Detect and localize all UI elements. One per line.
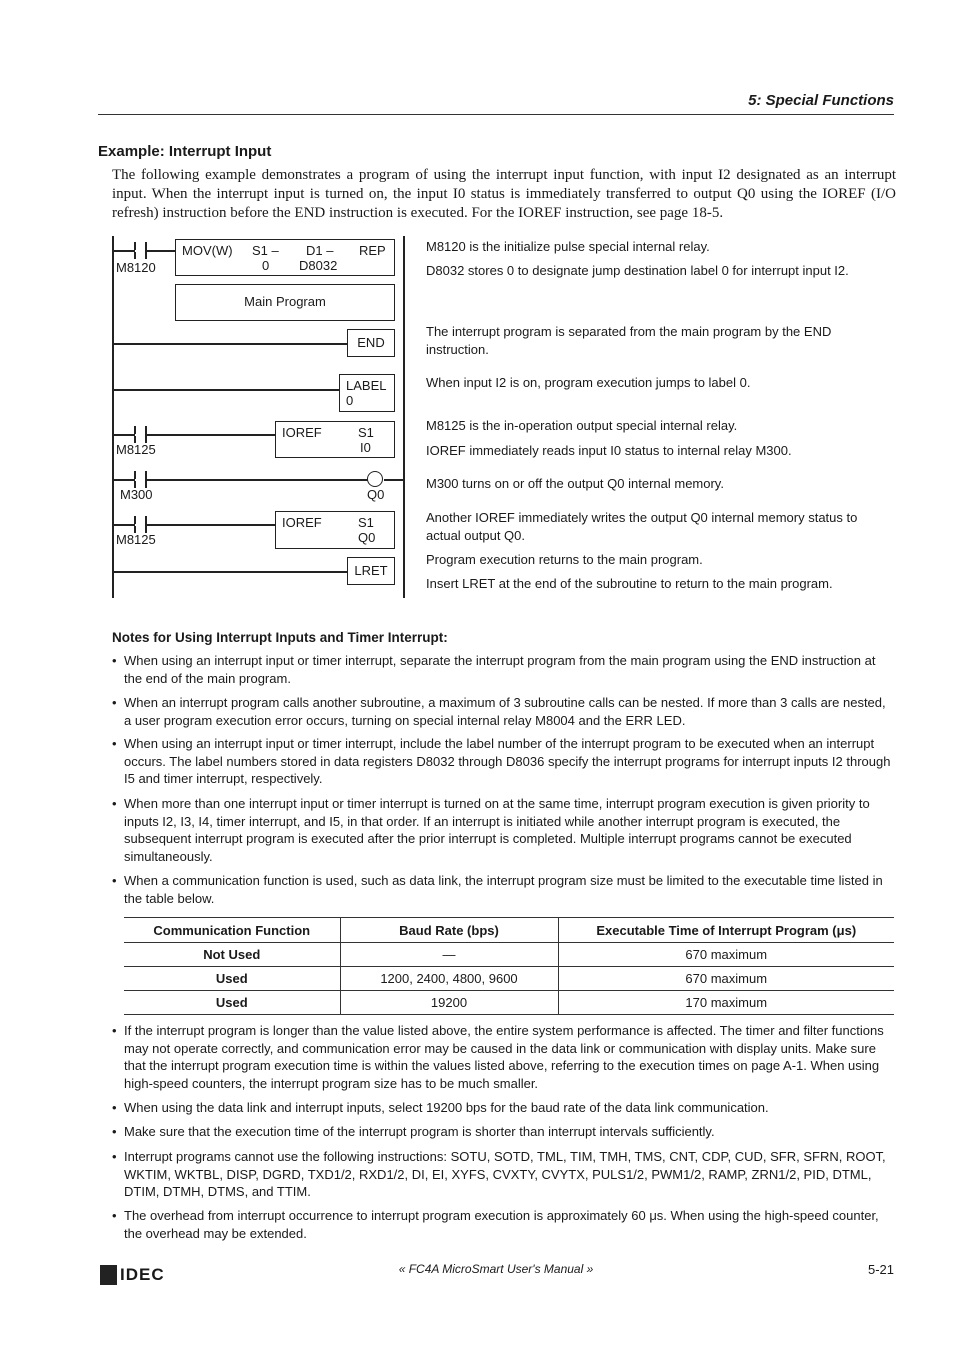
ioref2-s1: S1 <box>358 515 374 530</box>
ioref1-op: IOREF <box>282 425 322 440</box>
main-program-label: Main Program <box>244 294 326 309</box>
label-instruction-box <box>339 374 395 412</box>
notes-title: Notes for Using Interrupt Inputs and Timer Interrupt: <box>112 630 448 645</box>
lret-label: LRET <box>354 563 388 578</box>
header-rule <box>98 114 894 115</box>
table-row <box>124 943 894 967</box>
bullet: • <box>112 1023 117 1038</box>
output-coil-icon <box>367 471 383 487</box>
mov-op: MOV(W) <box>182 243 233 258</box>
lret-rung-wire <box>112 571 348 573</box>
label-rung-wire <box>112 389 340 391</box>
note-text: Interrupt programs cannot use the following instructions: SOTU, SOTD, TML, TIM, TMH, TMS, CNT, CDP, CUD, SFR, SFRN, ROOT, WKTIM, WKTBL, DISP, DGRD, TXD1/2, RXD1/2, DI, EI, XYFS, CVXTY, CVYTX, PULS1/2, PWM1/2, RAMP, ZRN1/2, PID, DTML, DTIM, DTMH, DTMS, and TTIM. <box>124 1149 886 1199</box>
ioref2-value: Q0 <box>358 530 376 545</box>
bullet: • <box>112 796 117 811</box>
desc-label: When input I2 is on, program execution jumps to label 0. <box>426 375 751 390</box>
table-cell: — <box>340 943 558 967</box>
table-cell: 19200 <box>340 991 558 1015</box>
table-cell: 170 maximum <box>558 991 894 1015</box>
footer-manual-title: « FC4A MicroSmart User's Manual » <box>398 1262 594 1276</box>
note-item <box>112 735 894 788</box>
desc-ioref2: Another IOREF immediately writes the output Q0 internal memory status to actual output Q0. <box>426 510 858 543</box>
coil-rung-wire-right <box>384 479 404 481</box>
bullet: • <box>112 1100 117 1115</box>
table-cell: 670 maximum <box>558 967 894 991</box>
table-cell: 670 maximum <box>558 943 894 967</box>
label-op: LABEL <box>346 378 387 393</box>
main-program-box <box>175 284 395 321</box>
mov-instruction-box <box>175 239 395 276</box>
table-cell: 1200, 2400, 4800, 9600 <box>340 967 558 991</box>
contact-m8120-right <box>145 242 147 259</box>
logo-text: IDEC <box>120 1265 165 1284</box>
mov-d1-value: D8032 <box>299 258 338 273</box>
ioref2-instruction-box <box>275 511 395 549</box>
right-power-rail <box>403 236 405 598</box>
bullet: • <box>112 736 117 751</box>
bullet: • <box>112 653 117 668</box>
table-row <box>124 967 894 991</box>
ioref1-s1: S1 <box>358 425 374 440</box>
table-cell: Not Used <box>124 943 340 967</box>
contact-gap <box>135 434 145 436</box>
mov-d1: D1 – <box>306 243 334 258</box>
contact-gap <box>135 479 145 481</box>
desc-lret: Insert LRET at the end of the subroutine to return to the main program. <box>426 576 833 591</box>
note-item <box>112 1022 894 1092</box>
contact-gap <box>135 250 145 252</box>
end-label: END <box>357 335 385 350</box>
coil-q0-label: Q0 <box>367 487 385 502</box>
note-item <box>112 694 894 729</box>
note-text: When more than one interrupt input or timer interrupt is turned on at the same time, interrupt program execution is given priority to inputs I2, I3, I4, timer interrupt, and I5, in that order. If an interrupt is initiated while another interrupt program is executed, the subsequent interrupt program is executed after the prior interrupt is completed. Multiple interrupt programs cannot be executed simultaneously. <box>124 796 870 864</box>
table-header: Executable Time of Interrupt Program (μs) <box>558 918 894 943</box>
table-header-row <box>124 918 894 943</box>
contact-m300-label: M300 <box>120 487 153 502</box>
desc-m8120: M8120 is the initialize pulse special internal relay. <box>426 239 710 254</box>
running-header: 5: Special Functions <box>748 92 894 109</box>
note-text: When using an interrupt input or timer interrupt, include the label number of the interrupt program to be executed when an interrupt occurs. The label numbers stored in data registers D8032 through D8036 specify the interrupt programs for interrupt inputs I2 through I5 and timer interrupt, respectively. <box>124 736 891 786</box>
note-item <box>112 1148 894 1201</box>
note-text: When a communication function is used, such as data link, the interrupt program size must be limited to the executable time listed in the table below. <box>124 873 883 906</box>
table-cell: Used <box>124 991 340 1015</box>
note-item <box>112 652 894 687</box>
note-item <box>112 795 894 865</box>
ioref1-value: I0 <box>360 440 371 455</box>
intro-paragraph: The following example demonstrates a program of using the interrupt input function, with input I2 designated as an interrupt input. When the interrupt input is turned on, the input I0 status is immediately transferred to output Q0 using the IOREF (I/O refresh) instruction before the END instruction is executed. For the IOREF instruction, see page 18-5. <box>112 167 896 221</box>
mov-rep: REP <box>359 243 386 258</box>
section-title: Example: Interrupt Input <box>98 143 272 160</box>
mov-s1: S1 – <box>252 243 279 258</box>
table-cell: Used <box>124 967 340 991</box>
contact-m8125a-right <box>145 426 147 443</box>
desc-ioref1: IOREF immediately reads input I0 status to internal relay M300. <box>426 443 792 458</box>
table-header: Baud Rate (bps) <box>340 918 558 943</box>
note-item <box>112 1123 894 1141</box>
table-header: Communication Function <box>124 918 340 943</box>
note-item <box>112 1207 894 1242</box>
bullet: • <box>112 1208 117 1223</box>
bullet: • <box>112 695 117 710</box>
note-text: Make sure that the execution time of the interrupt program is shorter than interrupt intervals sufficiently. <box>124 1124 715 1139</box>
contact-m300-right <box>145 471 147 488</box>
contact-m8120-label: M8120 <box>116 260 156 275</box>
bullet: • <box>112 1124 117 1139</box>
coil-rung-wire <box>112 479 368 481</box>
desc-end: The interrupt program is separated from the main program by the END instruction. <box>426 324 832 357</box>
contact-m8125a-label: M8125 <box>116 442 156 457</box>
desc-d8032: D8032 stores 0 to designate jump destination label 0 for interrupt input I2. <box>426 263 849 278</box>
table-row <box>124 991 894 1015</box>
note-text: If the interrupt program is longer than the value listed above, the entire system performance is affected. The timer and filter functions may not operate correctly, and communication error may be caused in the data link or communication with display units. Make sure that the interrupt program execution time is within the values listed above, referring to the execution times on page A-1. When using high-speed counters, the interrupt program size has to be much smaller. <box>124 1023 884 1091</box>
lret-instruction-box <box>347 557 395 585</box>
left-power-rail <box>112 236 114 598</box>
end-rung-wire <box>112 343 348 345</box>
page-number: 5-21 <box>867 1262 894 1277</box>
desc-m300: M300 turns on or off the output Q0 internal memory. <box>426 476 724 491</box>
contact-m8125b-right <box>145 516 147 533</box>
desc-m8125: M8125 is the in-operation output special internal relay. <box>426 418 738 433</box>
note-text: When using an interrupt input or timer interrupt, separate the interrupt program from the main program using the END instruction at the end of the main program. <box>124 653 876 686</box>
contact-m8125b-label: M8125 <box>116 532 156 547</box>
label-number: 0 <box>346 393 354 408</box>
end-instruction-box <box>347 329 395 357</box>
interrupt-time-table <box>124 917 894 1015</box>
note-item <box>112 872 894 907</box>
note-text: The overhead from interrupt occurrence to interrupt program execution is approximately 60 μs. When using the high-speed counter, the overhead may be extended. <box>124 1208 879 1241</box>
desc-return: Program execution returns to the main program. <box>426 552 703 567</box>
note-text: When using the data link and interrupt inputs, select 19200 bps for the baud rate of the data link communication. <box>124 1100 769 1115</box>
mov-s1-value: 0 <box>262 258 270 273</box>
ioref1-instruction-box <box>275 421 395 458</box>
note-text: When an interrupt program calls another subroutine, a maximum of 3 subroutine calls can be nested. If more than 3 calls are nested, a user program execution error occurs, turning on special internal relay M8004 and the ERR LED. <box>124 695 886 728</box>
note-item <box>112 1099 894 1117</box>
bullet: • <box>112 1149 117 1164</box>
bullet: • <box>112 873 117 888</box>
contact-gap <box>135 524 145 526</box>
ioref2-op: IOREF <box>282 515 322 530</box>
